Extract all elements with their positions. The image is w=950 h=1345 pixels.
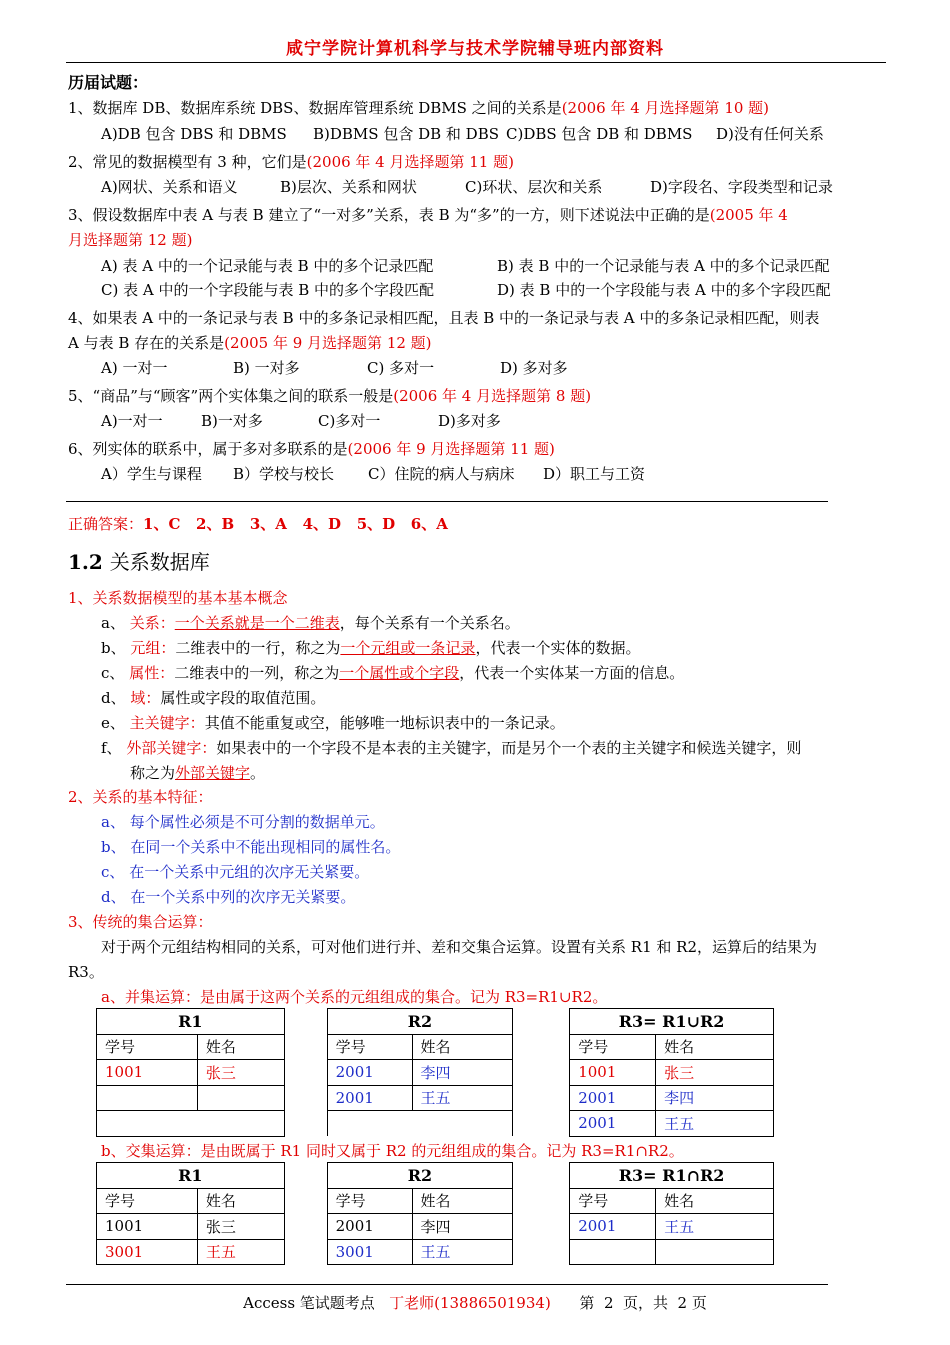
option: C）住院的病人与病床	[368, 465, 515, 483]
concepts-title: 1、关系数据模型的基本基本概念	[68, 589, 288, 607]
option: D)没有任何关系	[716, 125, 824, 143]
features-title: 2、关系的基本特征：	[68, 788, 213, 806]
divider	[66, 501, 828, 502]
table-cell: 1001	[97, 1214, 198, 1240]
option: B)DBMS 包含 DB 和 DBS	[313, 125, 500, 143]
intersect-table	[96, 1162, 774, 1265]
concept-primary-key: e、 主关键字：其值不能重复或空，能够唯一地标识表中的一条记录。	[101, 714, 565, 732]
question-source: (2006 年 9 月选择题第 11 题)	[347, 440, 555, 458]
column-header: 学号	[570, 1034, 656, 1060]
set-ops-intro: 对于两个元组结构相同的关系，可对他们进行并、差和交集合运算。设置有关系 R1 和 R2，运算后的结果为	[101, 938, 817, 956]
union-table	[96, 1008, 774, 1137]
table-cell: 张三	[656, 1060, 774, 1086]
table-cell: 张三	[197, 1060, 284, 1086]
concept-foreign-key-line2: 称之为外部关键字。	[130, 764, 266, 782]
union-title: a、并集运算：是由属于这两个关系的元组组成的集合。记为 R3=R1∪R2。	[101, 988, 608, 1006]
column-header: 学号	[97, 1188, 198, 1214]
table-cell: 李四	[412, 1214, 513, 1240]
answers-value: 1、C 2、B 3、A 4、D 5、D 6、A	[143, 515, 448, 533]
table-cell: 2001	[327, 1214, 412, 1240]
option: C) 多对一	[367, 359, 435, 377]
option: B）学校与校长	[233, 465, 335, 483]
table-cell: 王五	[656, 1111, 774, 1137]
set-ops-intro-line2: R3。	[68, 963, 104, 981]
concept-attribute: c、 属性：二维表中的一列，称之为一个属性或个字段，代表一个实体某一方面的信息。	[101, 664, 685, 682]
column-header: 姓名	[412, 1188, 513, 1214]
option: A)DB 包含 DBS 和 DBMS	[101, 125, 287, 143]
column-header: 姓名	[197, 1188, 284, 1214]
footer-left: Access 笔试题考点	[243, 1294, 375, 1312]
past-exams-title: 历届试题：	[68, 73, 149, 92]
footer-page: 第 2 页，共 2 页	[579, 1294, 707, 1312]
option: C)多对一	[318, 412, 381, 430]
option: C)DBS 包含 DB 和 DBMS	[506, 125, 693, 143]
answers-label: 正确答案：	[68, 515, 144, 533]
question-2: 2、常见的数据模型有 3 种，它们是(2006 年 4 月选择题第 11 题)	[68, 153, 514, 171]
column-header: 姓名	[197, 1034, 284, 1060]
footer-teacher: 丁老师(13886501934)	[389, 1294, 551, 1312]
table-cell: 2001	[570, 1214, 656, 1240]
option: A) 一对一	[101, 359, 168, 377]
question-source: 月选择题第 12 题)	[68, 231, 193, 249]
question-source: (2005 年 9 月选择题第 12 题)	[224, 334, 432, 352]
r3-header: R3= R1∪R2	[570, 1009, 774, 1035]
table-cell: 3001	[327, 1239, 412, 1265]
table-cell: 张三	[197, 1214, 284, 1240]
option: B) 表 B 中的一个记录能与表 A 中的多个记录匹配	[497, 257, 830, 275]
table-cell: 王五	[412, 1239, 513, 1265]
table-cell: 2001	[570, 1111, 656, 1137]
option: D）职工与工资	[543, 465, 646, 483]
option: B)层次、关系和网状	[280, 178, 417, 196]
r2-header: R2	[327, 1009, 513, 1035]
option: B)一对多	[201, 412, 263, 430]
option: A)网状、关系和语义	[101, 178, 238, 196]
table-cell: 1001	[570, 1060, 656, 1086]
feature-item: b、 在同一个关系中不能出现相同的属性名。	[101, 838, 401, 856]
option: D)字段名、字段类型和记录	[650, 178, 833, 196]
table-cell: 李四	[656, 1085, 774, 1111]
question-source: (2006 年 4 月选择题第 11 题)	[306, 153, 514, 171]
r1-header: R1	[97, 1009, 285, 1035]
option: B) 一对多	[233, 359, 300, 377]
page-header: 咸宁学院计算机科学与技术学院辅导班内部资料	[286, 39, 664, 59]
page-footer	[0, 1292, 950, 1313]
r3-header: R3= R1∩R2	[570, 1163, 774, 1189]
question-6: 6、列实体的联系中，属于多对多联系的是(2006 年 9 月选择题第 11 题)	[68, 440, 555, 458]
table-cell: 2001	[327, 1085, 412, 1111]
option: D)多对多	[438, 412, 501, 430]
r2-header: R2	[327, 1163, 513, 1189]
option: D) 表 B 中的一个字段能与表 A 中的多个字段匹配	[497, 281, 831, 299]
option: A) 表 A 中的一个记录能与表 B 中的多个记录匹配	[101, 257, 434, 275]
intersect-title: b、交集运算：是由既属于 R1 同时又属于 R2 的元组组成的集合。记为 R3=R1∩R2。	[101, 1142, 684, 1160]
r1-header: R1	[97, 1163, 285, 1189]
footer-rule	[66, 1284, 828, 1285]
column-header: 学号	[570, 1188, 656, 1214]
feature-item: a、 每个属性必须是不可分割的数据单元。	[101, 813, 385, 831]
section-heading: 1.2 关系数据库	[68, 550, 210, 574]
table-cell: 王五	[197, 1239, 284, 1265]
question-5: 5、“商品”与“顾客”两个实体集之间的联系一般是(2006 年 4 月选择题第 8 题)	[68, 387, 592, 405]
concept-relation: a、 关系：一个关系就是一个二维表，每个关系有一个关系名。	[101, 614, 520, 632]
option: C)环状、层次和关系	[465, 178, 603, 196]
option: A）学生与课程	[101, 465, 202, 483]
header-rule	[66, 62, 886, 63]
column-header: 姓名	[656, 1034, 774, 1060]
concept-tuple: b、 元组：二维表中的一行，称之为一个元组或一条记录，代表一个实体的数据。	[101, 639, 641, 657]
table-cell: 2001	[570, 1085, 656, 1111]
table-cell: 王五	[412, 1085, 513, 1111]
set-ops-title: 3、传统的集合运算：	[68, 913, 213, 931]
column-header: 学号	[327, 1034, 412, 1060]
table-cell: 1001	[97, 1060, 198, 1086]
question-3: 3、假设数据库中表 A 与表 B 建立了“一对多”关系，表 B 为“多”的一方，则下述说法中正确的是(2005 年 4	[68, 206, 788, 224]
option: C) 表 A 中的一个字段能与表 B 中的多个字段匹配	[101, 281, 435, 299]
table-cell: 3001	[97, 1239, 198, 1265]
option: D) 多对多	[500, 359, 568, 377]
question-source: (2006 年 4 月选择题第 10 题)	[561, 99, 770, 117]
feature-item: d、 在一个关系中列的次序无关紧要。	[101, 888, 356, 906]
concept-foreign-key: f、 外部关键字：如果表中的一个字段不是本表的主关键字，而是另个一个表的主关键字和候选关键字，则	[101, 739, 802, 757]
column-header: 学号	[327, 1188, 412, 1214]
question-source: (2006 年 4 月选择题第 8 题)	[393, 387, 592, 405]
table-cell: 李四	[412, 1060, 513, 1086]
option: A)一对一	[101, 412, 163, 430]
question-4: 4、如果表 A 中的一条记录与表 B 中的多条记录相匹配，且表 B 中的一条记录与表 A 中的多条记录相匹配，则表	[68, 309, 820, 327]
column-header: 姓名	[412, 1034, 513, 1060]
feature-item: c、 在一个关系中元组的次序无关紧要。	[101, 863, 370, 881]
question-1: 1、数据库 DB、数据库系统 DBS、数据库管理系统 DBMS 之间的关系是(2006 年 4 月选择题第 10 题)	[68, 99, 770, 117]
question-4-line2: A 与表 B 存在的关系是(2005 年 9 月选择题第 12 题)	[68, 334, 432, 352]
answers	[68, 513, 448, 534]
concept-domain: d、 域：属性或字段的取值范围。	[101, 689, 326, 707]
column-header: 学号	[97, 1034, 198, 1060]
table-cell: 2001	[327, 1060, 412, 1086]
column-header: 姓名	[656, 1188, 774, 1214]
table-cell: 王五	[656, 1214, 774, 1240]
